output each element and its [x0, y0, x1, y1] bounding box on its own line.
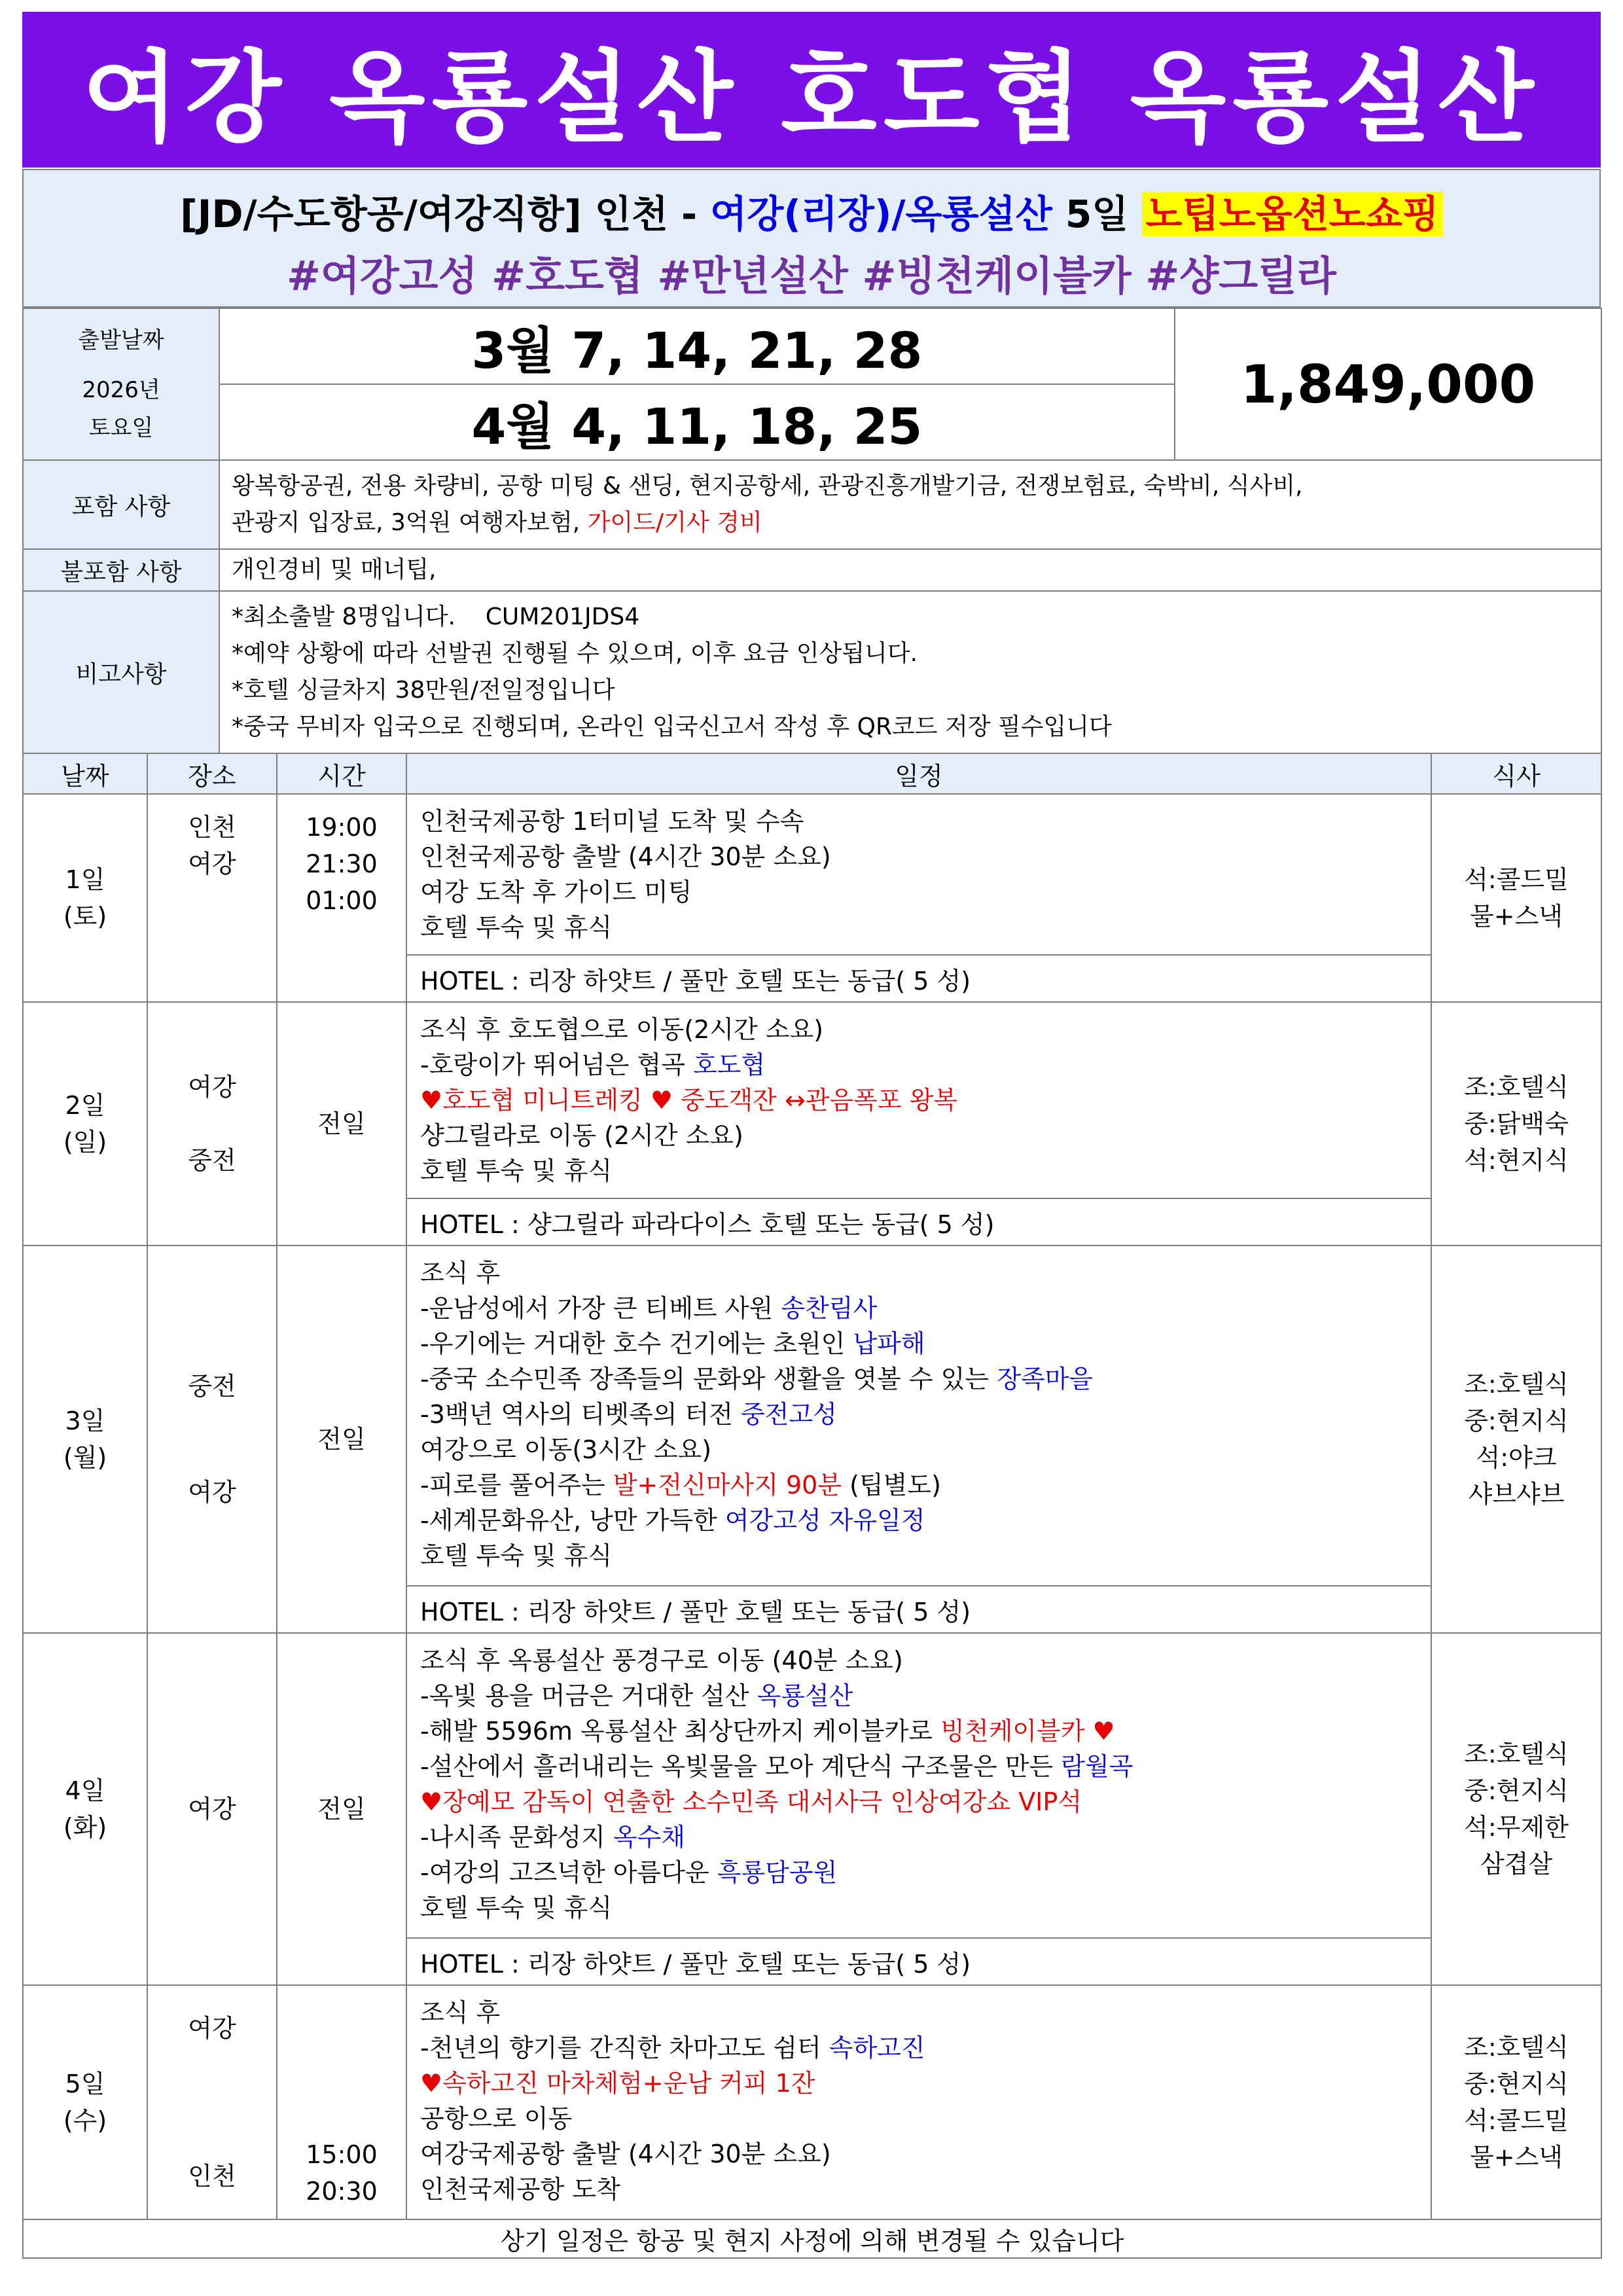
day3-time: 전일 — [277, 1246, 406, 1633]
day-number: 4일 — [65, 1776, 105, 1805]
itinerary-line: 샹그릴라로 이동 (2시간 소요) — [420, 1121, 743, 1150]
schedule-disclaimer: 상기 일정은 항공 및 현지 사정에 의해 변경될 수 있습니다 — [23, 2219, 1601, 2258]
day3-itinerary — [406, 1246, 1431, 1586]
departure-label-cell — [23, 308, 219, 460]
departure-weekday: 토요일 — [88, 415, 154, 441]
day3-hotel: HOTEL : 리장 하얏트 / 풀만 호텔 또는 동급( 5 성) — [406, 1586, 1431, 1633]
place-item: 여강 — [188, 1073, 236, 1102]
header-meal: 식사 — [1431, 753, 1601, 794]
itinerary-text: -옥빛 용을 머금은 거대한 설산 — [420, 1681, 757, 1710]
day-weekday: (일) — [63, 1128, 107, 1157]
itinerary-line — [420, 1503, 1418, 1538]
itinerary-line: 호텔 투숙 및 휴식 — [420, 913, 613, 942]
itinerary-line: 조식 후 — [420, 1998, 501, 2027]
day1-meal — [1431, 794, 1601, 1002]
place-item: 중전 — [188, 1372, 236, 1401]
itinerary-highlight: 여강고성 자유일정 — [724, 1506, 925, 1535]
place-item: 인천 — [188, 2162, 236, 2191]
itinerary-line — [420, 2030, 1418, 2066]
time-item: 19:00 — [306, 813, 378, 842]
place-item: 여강 — [188, 2014, 236, 2043]
itinerary-text: -중국 소수민족 장족들의 문화와 생활을 엿볼 수 있는 — [420, 1365, 997, 1393]
remark-line: *호텔 싱글차지 38만원/전일정입니다 — [232, 677, 615, 704]
header-itinerary: 일정 — [406, 753, 1431, 794]
place-item: 여강 — [188, 850, 236, 878]
hashtags: #여강고성 #호도협 #만년설산 #빙천케이블카 #샹그릴라 — [287, 252, 1336, 300]
meal-item: 조:호텔식 — [1464, 2033, 1569, 2062]
itinerary-line: 여강 도착 후 가이드 미팅 — [420, 878, 692, 906]
itinerary-text: -천년의 향기를 간직한 차마고도 쉼터 — [420, 2034, 829, 2062]
day5-meal — [1431, 1985, 1601, 2219]
excluded-label: 불포함 사항 — [23, 549, 219, 591]
day-number: 2일 — [65, 1091, 105, 1120]
time-item: 01:00 — [306, 886, 378, 915]
day-weekday: (월) — [63, 1443, 107, 1472]
itinerary-highlight: 흑룡담공원 — [717, 1858, 838, 1887]
itinerary-text: -3백년 역사의 티벳족의 터전 — [420, 1400, 741, 1429]
remarks-text — [219, 591, 1601, 753]
itinerary-highlight: 옥룡설산 — [757, 1681, 853, 1710]
product-line — [24, 183, 1599, 238]
product-header — [22, 169, 1601, 308]
place-item: 여강 — [188, 1478, 236, 1507]
header-time: 시간 — [277, 753, 406, 794]
included-line-2-text: 관광지 입장료, 3억원 여행자보험, — [232, 509, 588, 536]
itinerary-line: 조식 후 — [420, 1259, 501, 1287]
no-tip-badge: 노팁노옵션노쇼핑 — [1142, 192, 1443, 236]
included-line-1: 왕복항공권, 전용 차량비, 공항 미팅 & 샌딩, 현지공항세, 관광진흥개발기금, 전쟁보험료, 숙박비, 식사비, — [232, 473, 1303, 499]
itinerary-text: -설산에서 흘러내리는 옥빛물을 모아 계단식 구조물은 만든 — [420, 1752, 1061, 1781]
day4-time: 전일 — [277, 1633, 406, 1985]
itinerary-highlight: 속하고진 — [829, 2034, 925, 2062]
schedule-table — [22, 753, 1602, 2259]
itinerary-line — [420, 1749, 1418, 1784]
meal-item: 중:현지식 — [1464, 1776, 1569, 1805]
itinerary-line: 인천국제공항 1터미널 도착 및 수속 — [420, 807, 804, 836]
meal-item: 샤브샤브 — [1468, 1480, 1565, 1509]
day-weekday: (토) — [63, 902, 107, 931]
meal-item: 조:호텔식 — [1464, 1740, 1569, 1768]
meal-item: 물+스낵 — [1470, 902, 1563, 931]
info-table — [22, 308, 1602, 754]
itinerary-line — [420, 1820, 1418, 1855]
day-weekday: (화) — [63, 1813, 107, 1842]
day2-place — [147, 1002, 277, 1246]
day2-date — [23, 1002, 147, 1246]
meal-item: 조:호텔식 — [1464, 1073, 1569, 1102]
itinerary-line: 조식 후 옥룡설산 풍경구로 이동 (40분 소요) — [420, 1646, 903, 1675]
meal-item: 중:현지식 — [1464, 1407, 1569, 1435]
itinerary-highlight: 람월곡 — [1061, 1752, 1133, 1781]
itinerary-text: -호랑이가 뛰어넘은 협곡 — [420, 1050, 694, 1079]
itinerary-highlight: 송찬림사 — [781, 1294, 878, 1323]
remarks-label: 비고사항 — [23, 591, 219, 753]
day1-itinerary — [406, 794, 1431, 955]
itinerary-highlight: 호도협 — [693, 1050, 766, 1079]
itinerary-text: -우기에는 거대한 호수 건기에는 초원인 — [420, 1329, 853, 1358]
included-label: 포함 사항 — [23, 460, 219, 549]
departure-dates-march: 3월 7, 14, 21, 28 — [219, 308, 1175, 384]
itinerary-line: 호텔 투숙 및 휴식 — [420, 1893, 613, 1922]
itinerary-line — [420, 1397, 1418, 1432]
meal-item: 석:콜드밀 — [1464, 865, 1569, 894]
place-item: 중전 — [188, 1146, 236, 1175]
meal-item: 석:야크 — [1476, 1443, 1557, 1472]
product-prefix: [JD/수도항공/여강직항] 인천 - — [180, 192, 711, 236]
time-item: 21:30 — [306, 850, 378, 878]
day1-hotel: HOTEL : 리장 하얏트 / 풀만 호텔 또는 동급( 5 성) — [406, 955, 1431, 1002]
day1-place — [147, 794, 277, 1002]
itinerary-line — [420, 1713, 1418, 1749]
meal-item: 석:콜드밀 — [1464, 2106, 1569, 2135]
included-line-2 — [232, 505, 1589, 541]
itinerary-line — [420, 1361, 1418, 1397]
itinerary-line — [420, 1678, 1418, 1713]
excluded-text: 개인경비 및 매너팁, — [219, 549, 1601, 591]
product-days: 5일 — [1052, 192, 1142, 236]
itinerary-line: ♥장예모 감독이 연출한 소수민족 대서사극 인상여강쇼 VIP석 — [420, 1787, 1082, 1816]
day4-itinerary — [406, 1633, 1431, 1938]
itinerary-line: 조식 후 호도협으로 이동(2시간 소요) — [420, 1015, 824, 1044]
day2-itinerary — [406, 1002, 1431, 1198]
itinerary-line: 공항으로 이동 — [420, 2104, 573, 2133]
itinerary-line: 여강국제공항 출발 (4시간 30분 소요) — [420, 2140, 831, 2168]
day-number: 1일 — [65, 865, 105, 894]
departure-label: 출발날짜 — [78, 327, 164, 353]
itinerary-line: 인천국제공항 출발 (4시간 30분 소요) — [420, 842, 831, 871]
itinerary-text: -세계문화유산, 낭만 가득한 — [420, 1506, 725, 1535]
meal-item: 석:현지식 — [1464, 1146, 1569, 1175]
day3-date — [23, 1246, 147, 1633]
header-place: 장소 — [147, 753, 277, 794]
itinerary-line: ♥호도협 미니트레킹 ♥ 중도객잔 ↔관음폭포 왕복 — [420, 1086, 958, 1115]
itinerary-highlight: 중전고성 — [741, 1400, 837, 1429]
meal-item: 석:무제한 — [1464, 1813, 1569, 1842]
day5-place — [147, 1985, 277, 2219]
day1-date — [23, 794, 147, 1002]
itinerary-line: ♥속하고진 마차체험+운남 커피 1잔 — [420, 2069, 815, 2098]
itinerary-line: 인천국제공항 도착 — [420, 2175, 620, 2204]
day2-time: 전일 — [277, 1002, 406, 1246]
time-item: 15:00 — [306, 2140, 378, 2169]
itinerary-text: -피로를 풀어주는 — [420, 1471, 613, 1499]
meal-item: 조:호텔식 — [1464, 1370, 1569, 1399]
itinerary-text: (팁별도) — [842, 1471, 941, 1499]
itinerary-text: -운남성에서 가장 큰 티베트 사원 — [420, 1294, 781, 1323]
itinerary-highlight: 옥수채 — [613, 1823, 685, 1852]
day5-itinerary — [406, 1985, 1431, 2219]
remark-line: *최소출발 8명입니다. CUM201JDS4 — [232, 603, 640, 630]
meal-item: 물+스낵 — [1470, 2143, 1563, 2172]
day4-date — [23, 1633, 147, 1985]
day4-meal — [1431, 1633, 1601, 1985]
day5-time — [277, 1985, 406, 2219]
remark-line: *중국 무비자 입국으로 진행되며, 온라인 입국신고서 작성 후 QR코드 저장 필수입니다 — [232, 713, 1112, 740]
meal-item: 삼겹살 — [1480, 1850, 1553, 1878]
departure-dates-april: 4월 4, 11, 18, 25 — [219, 384, 1175, 460]
day-number: 5일 — [65, 2070, 105, 2098]
itinerary-line: 호텔 투숙 및 휴식 — [420, 1157, 613, 1185]
day2-meal — [1431, 1002, 1601, 1246]
day3-meal — [1431, 1246, 1601, 1633]
day4-place: 여강 — [147, 1633, 277, 1985]
day-number: 3일 — [65, 1407, 105, 1435]
departure-year: 2026년 — [82, 377, 160, 403]
product-destination: 여강(리장)/옥룡설산 — [710, 192, 1052, 236]
meal-item: 중:닭백숙 — [1464, 1109, 1569, 1138]
itinerary-highlight: 납파해 — [853, 1329, 925, 1358]
itinerary-line — [420, 1291, 1418, 1326]
itinerary-highlight: 발+전신마사지 90분 — [613, 1471, 842, 1499]
included-text — [219, 460, 1601, 549]
itinerary-highlight: 장족마을 — [997, 1365, 1094, 1393]
itinerary-line — [420, 1855, 1418, 1890]
header-date: 날짜 — [23, 753, 147, 794]
page-title: 여강 옥룡설산 호도협 옥룡설산 — [22, 12, 1601, 168]
itinerary-line — [420, 1047, 1418, 1083]
itinerary-line — [420, 1326, 1418, 1361]
itinerary-text: -여강의 고즈넉한 아름다운 — [420, 1858, 717, 1887]
day-weekday: (수) — [63, 2106, 107, 2135]
itinerary-highlight: 빙천케이블카 ♥ — [940, 1717, 1115, 1746]
itinerary-line — [420, 1467, 1418, 1503]
day1-time — [277, 794, 406, 1002]
meal-item: 중:현지식 — [1464, 2070, 1569, 2098]
remark-line: *예약 상황에 따라 선발권 진행될 수 있으며, 이후 요금 인상됩니다. — [232, 640, 918, 667]
itinerary-line: 호텔 투숙 및 휴식 — [420, 1541, 613, 1570]
itinerary-line: 여강으로 이동(3시간 소요) — [420, 1435, 712, 1464]
day5-date — [23, 1985, 147, 2219]
included-guide-fee: 가이드/기사 경비 — [587, 509, 762, 536]
price: 1,849,000 — [1175, 308, 1601, 460]
itinerary-text: -나시족 문화성지 — [420, 1823, 613, 1852]
itinerary-text: -해발 5596m 옥룡설산 최상단까지 케이블카로 — [420, 1717, 941, 1746]
day2-hotel: HOTEL : 샹그릴라 파라다이스 호텔 또는 동급( 5 성) — [406, 1198, 1431, 1246]
day4-hotel: HOTEL : 리장 하얏트 / 풀만 호텔 또는 동급( 5 성) — [406, 1938, 1431, 1985]
day3-place — [147, 1246, 277, 1633]
place-item: 인천 — [188, 813, 236, 842]
time-item: 20:30 — [306, 2177, 378, 2206]
